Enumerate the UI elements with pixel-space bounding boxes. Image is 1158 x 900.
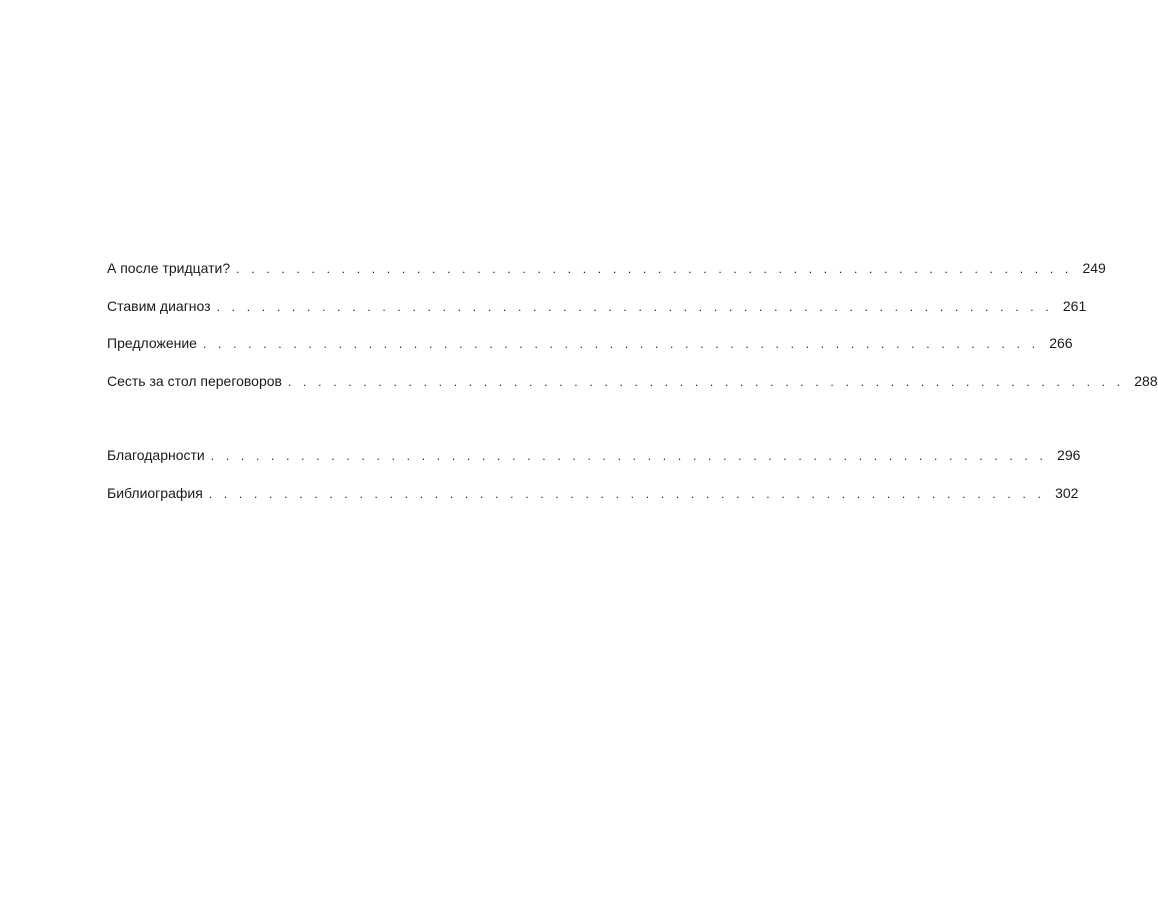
toc-dot-leader: . . . . . . . . . . . . . . . . . . . . . . . . . . . . . . . . . . . . . . . . . . . . . . . . . . . . . . . . xyxy=(216,300,1053,314)
toc-entry[interactable] xyxy=(107,370,1158,392)
toc-entry-title: Библиография xyxy=(107,485,203,501)
toc-dot-leader: . . . . . . . . . . . . . . . . . . . . . . . . . . . . . . . . . . . . . . . . . . . . . . . . . . . . . . . . xyxy=(208,487,1046,501)
toc-entry-title: Благодарности xyxy=(107,447,205,463)
toc-dot-leader: . . . . . . . . . . . . . . . . . . . . . . . . . . . . . . . . . . . . . . . . . . . . . . . . . . . . . . . . xyxy=(202,337,1040,351)
toc-entry[interactable] xyxy=(107,257,1106,279)
toc-entry[interactable] xyxy=(107,295,1087,317)
toc-entry[interactable] xyxy=(107,482,1079,504)
toc-entry-title: А после тридцати? xyxy=(107,260,231,276)
toc-entry[interactable] xyxy=(107,332,1073,354)
toc-entry[interactable] xyxy=(107,444,1081,466)
toc-entry-page: 266 xyxy=(1049,335,1073,351)
toc-entry-page: 261 xyxy=(1062,298,1087,314)
toc-entry-page: 288 xyxy=(1134,373,1158,389)
toc-entry-page: 302 xyxy=(1055,485,1079,501)
toc-entry-title: Предложение xyxy=(107,335,197,351)
toc-dot-leader: . . . . . . . . . . . . . . . . . . . . . . . . . . . . . . . . . . . . . . . . . . . . . . . . . . . . . . . . xyxy=(210,449,1048,463)
toc-entry-title: Ставим диагноз xyxy=(107,298,211,314)
toc-entry-page: 296 xyxy=(1057,447,1081,463)
toc-dot-leader: . . . . . . . . . . . . . . . . . . . . . . . . . . . . . . . . . . . . . . . . . . . . . . . . . . . . . . . . xyxy=(236,262,1073,276)
toc-entry-title: Сесть за стол переговоров xyxy=(107,373,282,389)
toc-entry-page: 249 xyxy=(1082,260,1106,276)
toc-dot-leader: . . . . . . . . . . . . . . . . . . . . . . . . . . . . . . . . . . . . . . . . . . . . . . . . . . . . . . . . xyxy=(287,375,1125,389)
